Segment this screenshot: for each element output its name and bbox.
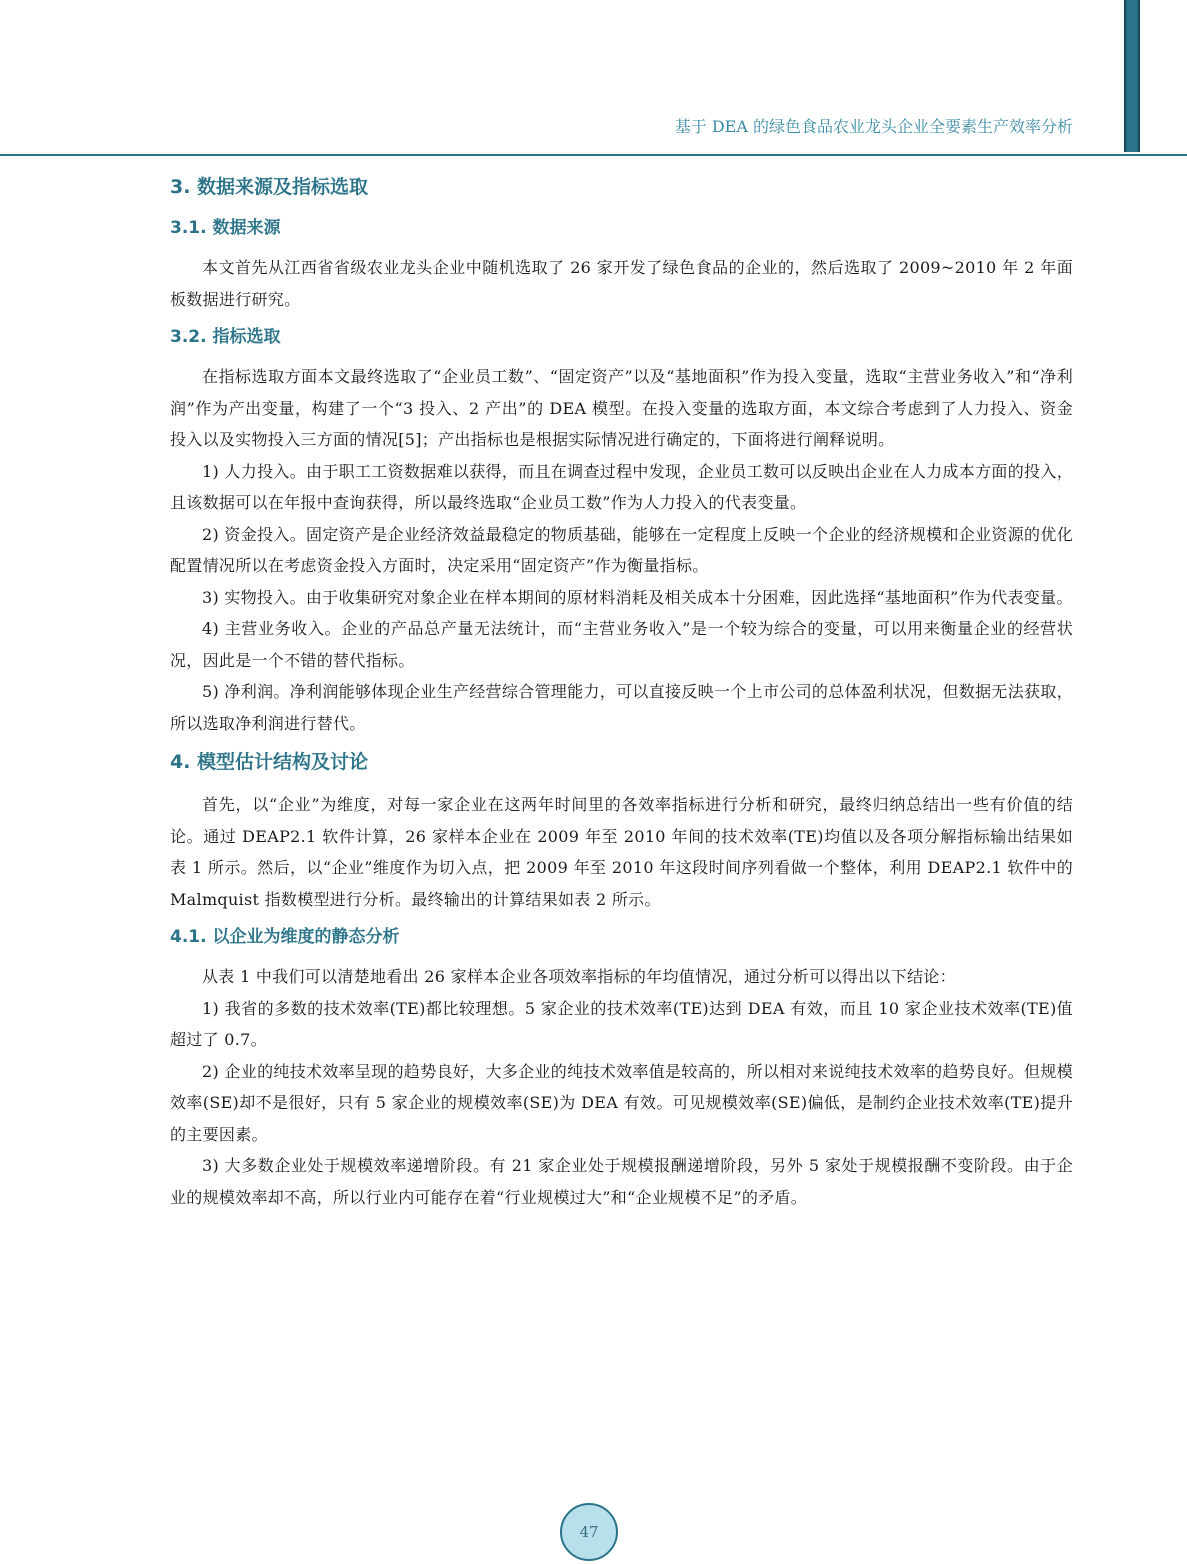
section-4-1-heading: 4.1. 以企业为维度的静态分析 <box>170 927 400 947</box>
running-title: 基于 DEA 的绿色食品农业龙头企业全要素生产效率分析 <box>674 117 1073 136</box>
paragraph: 3) 大多数企业处于规模效率递增阶段。有 21 家企业处于规模报酬递增阶段，另外 5 家处于规模报酬不变阶段。由于企业的规模效率却不高，所以行业内可能存在着“行业规模过大”和“企业规模不足”的矛盾。 <box>170 1156 1073 1207</box>
section-3-heading: 3. 数据来源及指标选取 <box>170 176 369 198</box>
paragraph: 首先，以“企业”为维度，对每一家企业在这两年时间里的各效率指标进行分析和研究，最终归纳总结出一些有价值的结论。通过 DEAP2.1 软件计算，26 家样本企业在 2009 年至 2010 年间的技术效率(TE)均值以及各项分解指标输出结果如表 1 所示。然后，以“企业”维度作为切入点，把 2009 年至 2010 年这段时间序列看做一个整体，利用 DEAP2.1 软件中的 Malmquist 指数模型进行分析。最终输出的计算结果如表 2 所示。 <box>170 795 1073 909</box>
header-side-bar <box>1124 0 1140 152</box>
section-3-1-heading: 3.1. 数据来源 <box>170 218 281 238</box>
paragraph: 5) 净利润。净利润能够体现企业生产经营综合管理能力，可以直接反映一个上市公司的总体盈利状况，但数据无法获取，所以选取净利润进行替代。 <box>170 682 1073 733</box>
paragraph: 3) 实物投入。由于收集研究对象企业在样本期间的原材料消耗及相关成本十分困难，因此选择“基地面积”作为代表变量。 <box>202 587 1073 607</box>
paragraph: 1) 我省的多数的技术效率(TE)都比较理想。5 家企业的技术效率(TE)达到 DEA 有效，而且 10 家企业技术效率(TE)值超过了 0.7。 <box>170 998 1073 1049</box>
section-3-2-heading: 3.2. 指标选取 <box>170 327 281 347</box>
article-body <box>170 172 1073 1213</box>
paragraph: 2) 企业的纯技术效率呈现的趋势良好，大多企业的纯技术效率值是较高的，所以相对来说纯技术效率的趋势良好。但规模效率(SE)却不是很好，只有 5 家企业的规模效率(SE)为 DEA 有效。可见规模效率(SE)偏低，是制约企业技术效率(TE)提升的主要因素。 <box>170 1061 1073 1144</box>
page-number-badge <box>560 1503 618 1561</box>
page-number: 47 <box>579 1523 599 1541</box>
header-rule <box>0 154 1187 156</box>
paragraph: 在指标选取方面本文最终选取了“企业员工数”、“固定资产”以及“基地面积”作为投入变量，选取“主营业务收入”和“净利润”作为产出变量，构建了一个“3 投入、2 产出”的 DEA 模型。在投入变量的选取方面，本文综合考虑到了人力投入、资金投入以及实物投入三方面的情况[5]；产出指标也是根据实际情况进行确定的，下面将进行阐释说明。 <box>170 367 1073 449</box>
paragraph: 1) 人力投入。由于职工工资数据难以获得，而且在调查过程中发现，企业员工数可以反映出企业在人力成本方面的投入，且该数据可以在年报中查询获得，所以最终选取“企业员工数”作为人力投入的代表变量。 <box>170 461 1073 512</box>
paragraph: 本文首先从江西省省级农业龙头企业中随机选取了 26 家开发了绿色食品的企业的，然后选取了 2009~2010 年 2 年面板数据进行研究。 <box>170 258 1073 309</box>
section-4-heading: 4. 模型估计结构及讨论 <box>170 751 369 773</box>
paragraph: 4) 主营业务收入。企业的产品总产量无法统计，而“主营业务收入”是一个较为综合的变量，可以用来衡量企业的经营状况，因此是一个不错的替代指标。 <box>170 619 1073 670</box>
paragraph: 从表 1 中我们可以清楚地看出 26 家样本企业各项效率指标的年均值情况，通过分析可以得出以下结论： <box>202 967 956 986</box>
paragraph: 2) 资金投入。固定资产是企业经济效益最稳定的物质基础，能够在一定程度上反映一个企业的经济规模和企业资源的优化配置情况所以在考虑资金投入方面时，决定采用“固定资产”作为衡量指标。 <box>170 524 1073 575</box>
